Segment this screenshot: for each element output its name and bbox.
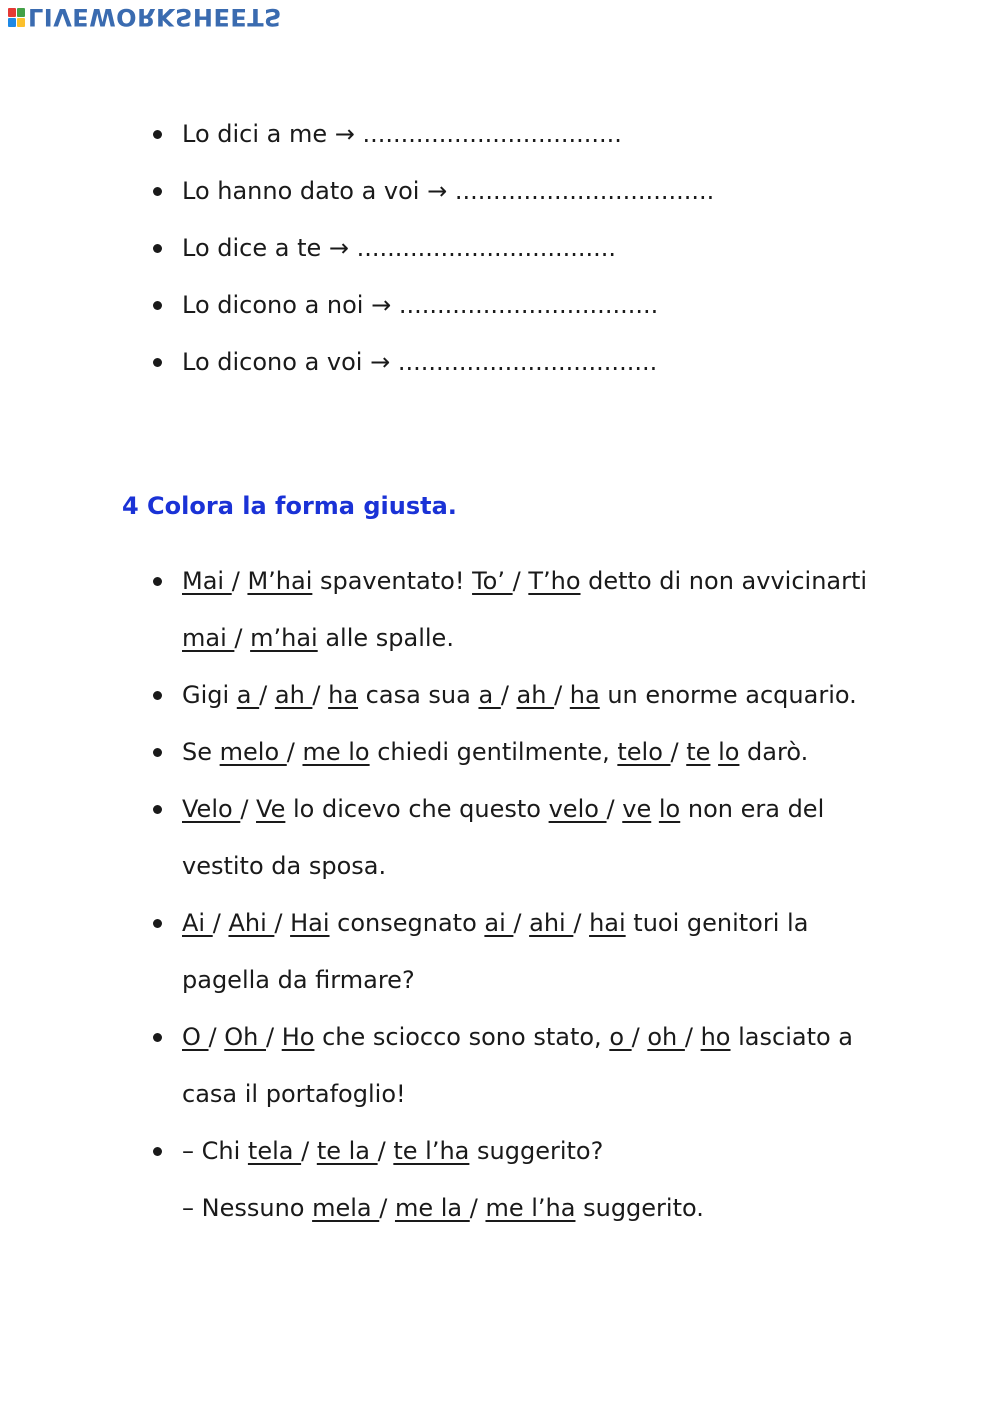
exercise-4-list: [0, 553, 867, 1237]
list-item: [0, 163, 714, 220]
static-text: – Chi: [182, 1137, 248, 1165]
exercise-item: [0, 781, 867, 895]
choice-option[interactable]: a: [478, 681, 501, 709]
static-text: /: [212, 909, 229, 937]
static-text: – Nessuno: [182, 1194, 313, 1222]
choice-option[interactable]: Ahi: [228, 909, 275, 937]
exercise-item: [0, 724, 867, 781]
logo-block-red: [8, 8, 16, 17]
choice-option[interactable]: lo: [718, 738, 740, 766]
choice-option[interactable]: te la: [316, 1137, 378, 1165]
choice-option[interactable]: me lo: [302, 738, 370, 766]
list-item-text: Lo dicono a voi → ..................................: [182, 348, 658, 376]
choice-option[interactable]: te l’ha: [393, 1137, 470, 1165]
choice-option[interactable]: te: [686, 738, 711, 766]
list-item-text: Lo hanno dato a voi → ..................................: [182, 177, 715, 205]
choice-option[interactable]: melo: [219, 738, 287, 766]
choice-option[interactable]: T’ho: [528, 567, 581, 595]
static-text: che sciocco sono stato,: [314, 1023, 610, 1051]
exercise-item-line: [182, 1180, 867, 1237]
list-item-text: Lo dicono a noi → ..................................: [182, 291, 659, 319]
static-text: /: [259, 681, 275, 709]
choice-option[interactable]: ahi: [529, 909, 574, 937]
static-text: lo dicevo che questo: [285, 795, 549, 823]
choice-option[interactable]: ah: [516, 681, 555, 709]
exercise-item-line: [182, 610, 867, 667]
choice-option[interactable]: M’hai: [247, 567, 313, 595]
static-text: /: [379, 1194, 395, 1222]
exercise-item-line: [182, 895, 867, 952]
list-item: [0, 220, 714, 277]
static-text: /: [286, 738, 303, 766]
liveworksheets-logo: [8, 2, 282, 32]
choice-option[interactable]: ha: [328, 681, 359, 709]
static-text: /: [500, 681, 517, 709]
exercise-item: [0, 553, 867, 667]
static-text: /: [573, 909, 590, 937]
choice-option[interactable]: Hai: [290, 909, 330, 937]
logo-block-blue: [8, 18, 16, 27]
static-text: /: [670, 738, 687, 766]
exercise-item: [0, 1009, 867, 1123]
static-text: /: [234, 624, 251, 652]
static-text: lasciato a: [730, 1023, 854, 1051]
exercise-item: [0, 895, 867, 1009]
exercise-item-line: [182, 1123, 867, 1180]
static-text: un enorme acquario.: [599, 681, 857, 709]
static-text: /: [631, 1023, 648, 1051]
static-text: non era del: [680, 795, 825, 823]
choice-option[interactable]: o: [609, 1023, 632, 1051]
choice-option[interactable]: tela: [247, 1137, 302, 1165]
choice-option[interactable]: oh: [647, 1023, 685, 1051]
static-text: Se: [182, 738, 220, 766]
static-text: /: [231, 567, 248, 595]
static-text: alle spalle.: [317, 624, 454, 652]
choice-option[interactable]: a: [236, 681, 260, 709]
choice-option[interactable]: mela: [312, 1194, 380, 1222]
static-text: casa sua: [358, 681, 479, 709]
static-text: /: [684, 1023, 701, 1051]
static-text: /: [513, 909, 530, 937]
choice-option[interactable]: ve: [622, 795, 652, 823]
choice-option[interactable]: lo: [658, 795, 681, 823]
exercise-item-line: [182, 781, 867, 838]
static-text: /: [469, 1194, 486, 1222]
list-item: [0, 106, 714, 163]
choice-option[interactable]: mai: [182, 624, 235, 652]
choice-option[interactable]: Ve: [256, 795, 286, 823]
static-text: /: [208, 1023, 225, 1051]
choice-option[interactable]: ai: [484, 909, 514, 937]
exercise-item-line: [182, 1009, 867, 1066]
list-item-text: Lo dici a me → ..................................: [182, 120, 622, 148]
choice-option[interactable]: Velo: [182, 795, 241, 823]
exercise-item-line: [182, 952, 867, 1009]
static-text: chiedi gentilmente,: [369, 738, 618, 766]
static-text: /: [554, 681, 570, 709]
exercise-item-line: [182, 838, 867, 895]
logo-text: LIVEWORKSHEETS: [28, 3, 282, 31]
static-text: /: [274, 909, 291, 937]
static-text: /: [301, 1137, 317, 1165]
choice-option[interactable]: Ai: [182, 909, 213, 937]
exercise-4-heading: 4 Colora la forma giusta.: [122, 492, 457, 520]
static-text: casa il portafoglio!: [182, 1080, 406, 1108]
exercise-item-line: [182, 553, 867, 610]
exercise-item: [0, 667, 867, 724]
choice-option[interactable]: Mai: [182, 567, 232, 595]
exercise-item: [0, 1123, 867, 1237]
logo-block-green: [17, 8, 25, 17]
exercise-item-line: [182, 1066, 867, 1123]
static-text: /: [606, 795, 623, 823]
static-text: spaventato!: [312, 567, 473, 595]
static-text: /: [377, 1137, 394, 1165]
static-text: Gigi: [182, 681, 237, 709]
static-text: vestito da sposa.: [182, 852, 387, 880]
exercise-3-list: [0, 106, 714, 391]
list-item: [0, 277, 714, 334]
list-item-text: Lo dice a te → ..................................: [182, 234, 617, 262]
static-text: [710, 738, 718, 766]
static-text: suggerito?: [469, 1137, 604, 1165]
choice-option[interactable]: me l’ha: [485, 1194, 576, 1222]
list-item: [0, 334, 714, 391]
choice-option[interactable]: velo: [548, 795, 607, 823]
choice-option[interactable]: To’: [472, 567, 513, 595]
exercise-item-line: [182, 724, 867, 781]
static-text: /: [512, 567, 529, 595]
choice-option[interactable]: me la: [394, 1194, 470, 1222]
static-text: suggerito.: [575, 1194, 704, 1222]
choice-option[interactable]: telo: [617, 738, 671, 766]
choice-option[interactable]: m’hai: [250, 624, 318, 652]
choice-option[interactable]: ha: [569, 681, 600, 709]
logo-block-yellow: [17, 18, 25, 27]
logo-blocks-icon: [8, 8, 25, 27]
static-text: /: [312, 681, 329, 709]
choice-option[interactable]: Ho: [281, 1023, 315, 1051]
static-text: darò.: [739, 738, 809, 766]
static-text: [651, 795, 659, 823]
static-text: tuoi genitori la: [625, 909, 809, 937]
static-text: consegnato: [329, 909, 485, 937]
static-text: /: [265, 1023, 282, 1051]
exercise-item-line: [182, 667, 867, 724]
choice-option[interactable]: ho: [700, 1023, 731, 1051]
choice-option[interactable]: O: [182, 1023, 209, 1051]
static-text: /: [240, 795, 257, 823]
choice-option[interactable]: hai: [589, 909, 626, 937]
choice-option[interactable]: ah: [274, 681, 313, 709]
static-text: detto di non avvicinarti: [580, 567, 868, 595]
choice-option[interactable]: Oh: [224, 1023, 266, 1051]
static-text: pagella da firmare?: [182, 966, 415, 994]
